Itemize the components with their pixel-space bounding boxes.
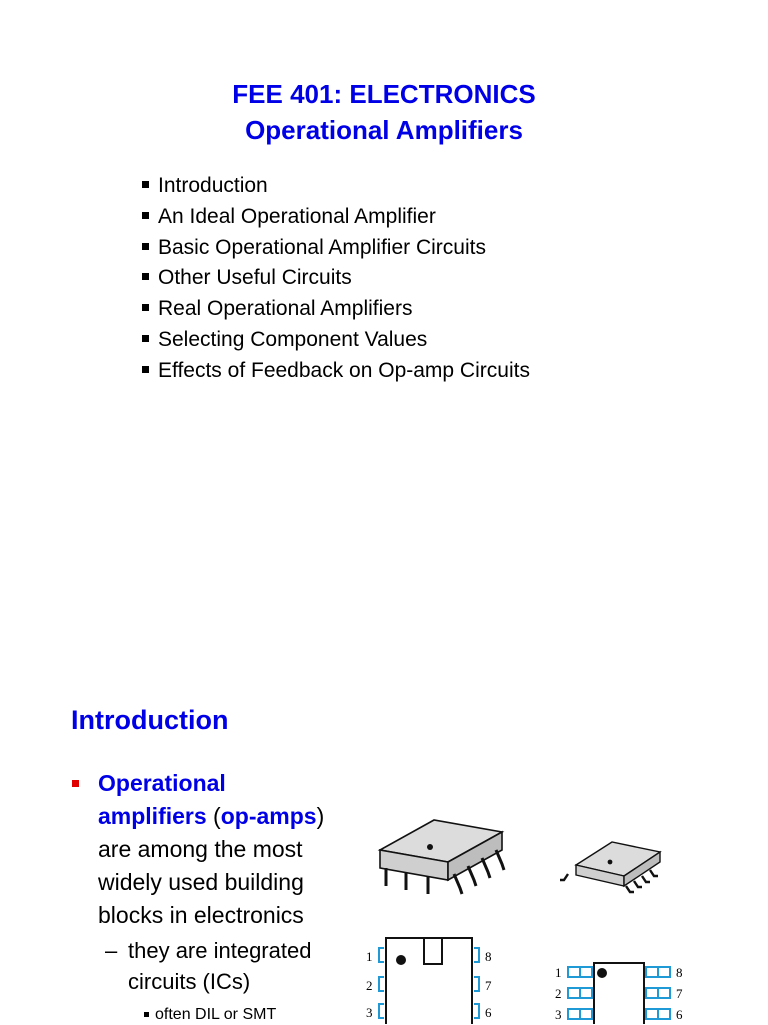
toc-item-label: Basic Operational Amplifier Circuits xyxy=(158,235,486,259)
section-heading: Introduction xyxy=(71,705,229,735)
smt-pin-label: 8 xyxy=(676,965,683,980)
sub-bullet-text: they are integrated circuits (ICs) xyxy=(128,938,312,994)
dil-pin-label: 3 xyxy=(366,1005,373,1020)
dil-pinout-diagram xyxy=(366,938,492,1024)
sub-sub-bullet xyxy=(144,1005,352,1025)
toc-item xyxy=(142,294,530,325)
paren-close: ) xyxy=(316,803,325,829)
toc-item xyxy=(142,233,530,264)
dil-pin-label: 7 xyxy=(485,978,492,993)
toc-item xyxy=(142,202,530,233)
smt-pin-label: 1 xyxy=(555,965,562,980)
term-amplifiers: amplifiers xyxy=(98,803,207,829)
sub-bullet xyxy=(72,935,352,997)
sub-sub-bullet-text: often DIL or SMT xyxy=(155,1006,277,1023)
title-block xyxy=(0,76,768,148)
smt-package-illustration xyxy=(560,842,660,892)
dil-pin-label: 8 xyxy=(485,949,492,964)
bullet-square-icon xyxy=(142,273,149,280)
dil-pin-label: 1 xyxy=(366,949,373,964)
smt-pin-label: 7 xyxy=(676,986,683,1001)
bullet-square-icon xyxy=(142,366,149,373)
toc-item-label: An Ideal Operational Amplifier xyxy=(158,204,436,228)
dil-package-illustration xyxy=(380,820,504,894)
toc-item-label: Real Operational Amplifiers xyxy=(158,297,413,321)
bullet-square-icon xyxy=(142,181,149,188)
smt-pin-label: 3 xyxy=(555,1007,562,1022)
bullet-square-icon xyxy=(144,1012,149,1017)
dil-pin-label: 6 xyxy=(485,1005,492,1020)
paren-open: ( xyxy=(206,803,221,829)
toc-item-label: Other Useful Circuits xyxy=(158,266,352,290)
dash-bullet: – xyxy=(105,938,118,963)
bullet-square-icon xyxy=(142,304,149,311)
op-amp-package-figure xyxy=(342,790,698,1024)
smt-pin-label: 6 xyxy=(676,1007,683,1022)
course-title: FEE 401: ELECTRONICS xyxy=(232,79,536,109)
toc-item xyxy=(142,356,530,387)
intro-body-text: are among the most widely used building blocks in electronics xyxy=(98,836,304,928)
term-op-amps: op-amps xyxy=(220,803,317,829)
smt-pin-label: 2 xyxy=(555,986,562,1001)
toc-item-label: Effects of Feedback on Op-amp Circuits xyxy=(158,358,530,382)
toc-item xyxy=(142,325,530,356)
bullet-square-icon xyxy=(142,212,149,219)
toc-item xyxy=(142,171,530,202)
toc-item xyxy=(142,263,530,294)
dil-pin-label: 2 xyxy=(366,978,373,993)
bullet-square-icon xyxy=(142,335,149,342)
toc-list xyxy=(142,171,530,387)
intro-bullet xyxy=(72,767,352,1025)
intro-text xyxy=(98,767,352,932)
bullet-square-icon xyxy=(142,243,149,250)
bullet-square-icon xyxy=(72,780,79,787)
term-operational: Operational xyxy=(98,770,226,796)
lecture-title: Operational Amplifiers xyxy=(245,115,523,145)
toc-item-label: Introduction xyxy=(158,174,268,197)
toc-item-label: Selecting Component Values xyxy=(158,327,428,351)
smt-pinout-diagram xyxy=(555,963,683,1024)
